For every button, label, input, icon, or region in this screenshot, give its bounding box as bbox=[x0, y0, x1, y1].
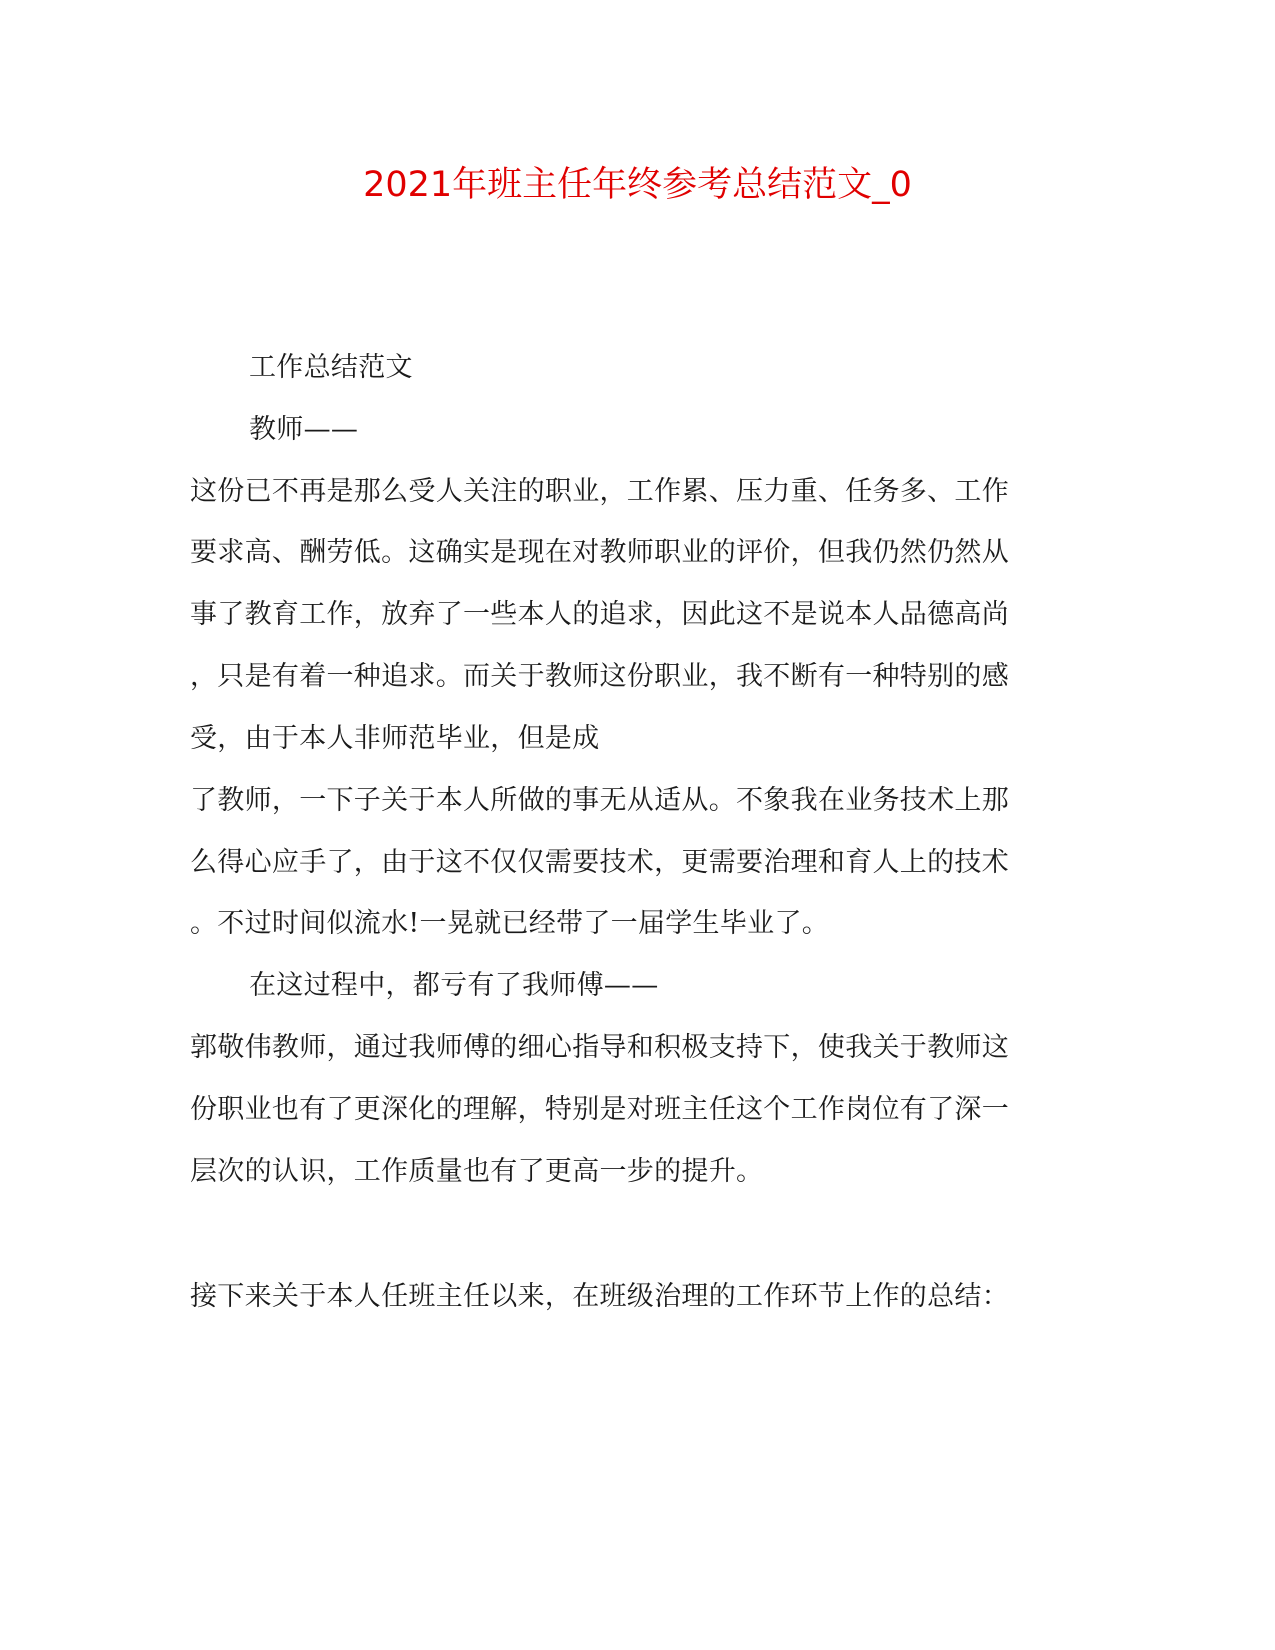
paragraph-line: 这份已不再是那么受人关注的职业，工作累、压力重、任务多、工作 bbox=[190, 476, 1009, 507]
paragraph-line: 。不过时间似流水!一晃就已经带了一届学生毕业了。 bbox=[190, 908, 830, 939]
paragraph-line: 受，由于本人非师范毕业，但是成 bbox=[190, 723, 600, 754]
section-heading: 工作总结范文 bbox=[249, 352, 413, 383]
paragraph-line: 事了教育工作，放弃了一些本人的追求，因此这不是说本人品德高尚 bbox=[190, 599, 1009, 630]
document-title: 2021年班主任年终参考总结范文_0 bbox=[363, 165, 912, 205]
paragraph-line: 要求高、酬劳低。这确实是现在对教师职业的评价，但我仍然仍然从 bbox=[190, 537, 1009, 568]
paragraph-line: 郭敬伟教师，通过我师傅的细心指导和积极支持下，使我关于教师这 bbox=[190, 1032, 1009, 1063]
paragraph-line: 份职业也有了更深化的理解，特别是对班主任这个工作岗位有了深一 bbox=[190, 1094, 1009, 1125]
paragraph-line: 教师—— bbox=[249, 414, 359, 445]
paragraph-line: ，只是有着一种追求。而关于教师这份职业，我不断有一种特别的感 bbox=[190, 661, 1009, 692]
paragraph-line: 接下来关于本人任班主任以来，在班级治理的工作环节上作的总结： bbox=[190, 1281, 1009, 1312]
paragraph-line: 么得心应手了，由于这不仅仅需要技术，更需要治理和育人上的技术 bbox=[190, 847, 1009, 878]
paragraph-line: 在这过程中，都亏有了我师傅—— bbox=[249, 970, 659, 1001]
paragraph-line: 层次的认识，工作质量也有了更高一步的提升。 bbox=[190, 1156, 764, 1187]
paragraph-line: 了教师，一下子关于本人所做的事无从适从。不象我在业务技术上那 bbox=[190, 785, 1009, 816]
